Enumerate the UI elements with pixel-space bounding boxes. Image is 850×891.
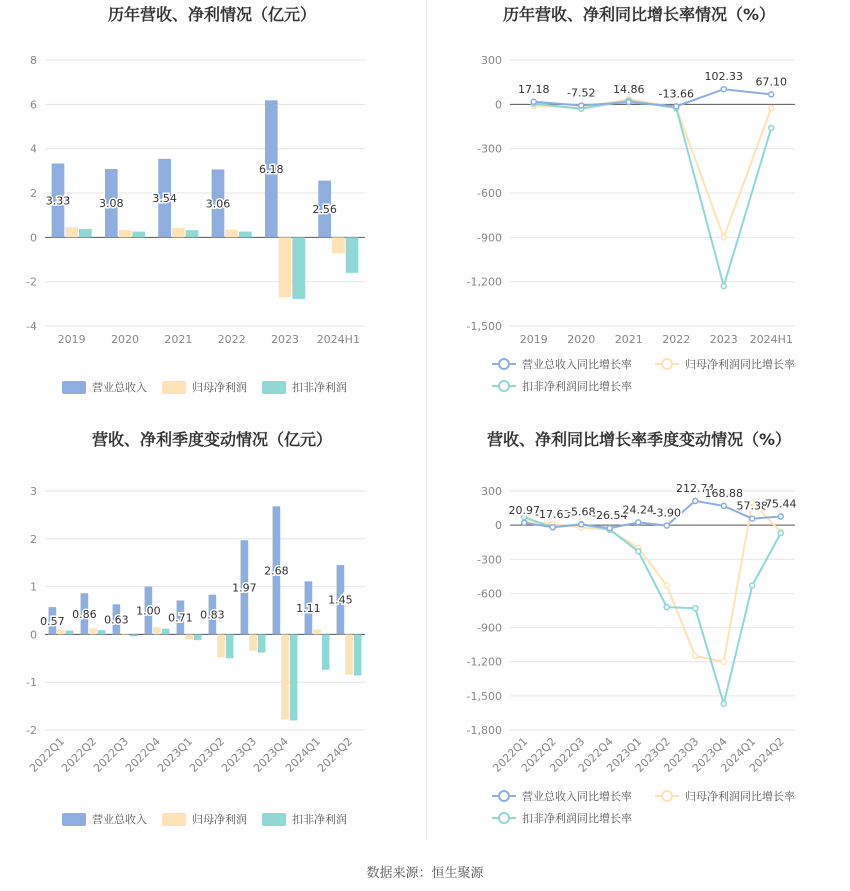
bar xyxy=(322,634,330,669)
data-point xyxy=(636,549,641,554)
legend-label: 营业总收入 xyxy=(92,813,147,826)
chart-title: 历年营收、净利情况（亿元） xyxy=(107,5,317,24)
bar xyxy=(194,634,202,640)
y-tick-label: 0 xyxy=(30,231,37,245)
quarterly-growth-svg xyxy=(427,425,850,845)
x-tick-label: 2023 xyxy=(271,333,299,346)
data-point xyxy=(721,503,726,508)
bar xyxy=(258,634,266,652)
y-tick-label: 2 xyxy=(30,187,37,200)
data-point xyxy=(531,99,536,104)
x-tick-label: 2024Q1 xyxy=(718,734,759,775)
legend-label: 归母净利润同比增长率 xyxy=(685,358,795,371)
data-point xyxy=(778,531,783,536)
bar xyxy=(281,634,289,719)
quarterly-amounts-chart xyxy=(0,425,425,845)
data-label: -26.54 xyxy=(592,509,628,523)
legend-item xyxy=(492,357,632,371)
data-label: 3.06 xyxy=(205,197,231,211)
y-tick-label: 8 xyxy=(30,54,37,67)
y-tick-label: 300 xyxy=(481,54,502,67)
data-point xyxy=(769,106,774,111)
legend-marker xyxy=(499,791,509,801)
data-point xyxy=(626,100,631,105)
x-tick-label: 2024Q2 xyxy=(746,734,787,775)
y-tick-label: -900 xyxy=(477,621,502,635)
data-point xyxy=(550,525,555,530)
legend-swatch xyxy=(62,813,86,826)
x-tick-label: 2022Q1 xyxy=(490,734,531,775)
annual-growth-chart xyxy=(427,0,850,420)
data-label: 75.44 xyxy=(765,497,797,511)
x-tick-label: 2023Q4 xyxy=(689,734,730,775)
x-tick-label: 2022Q4 xyxy=(123,734,164,775)
data-point xyxy=(721,235,726,240)
bar xyxy=(172,228,185,238)
legend-item xyxy=(62,380,147,394)
legend-swatch xyxy=(62,381,86,394)
x-tick-label: 2023Q4 xyxy=(251,734,292,775)
data-point xyxy=(664,583,669,588)
x-tick-label: 2021 xyxy=(164,333,193,346)
x-tick-label: 2022Q3 xyxy=(91,734,132,775)
y-tick-label: -300 xyxy=(477,142,502,156)
x-tick-label: 2022 xyxy=(217,333,246,346)
bar xyxy=(57,630,65,634)
data-label: 6.18 xyxy=(259,162,284,176)
data-label: 3.08 xyxy=(99,197,124,211)
y-tick-label: -2 xyxy=(26,724,37,737)
data-label: 3.54 xyxy=(152,192,177,206)
y-tick-label: 1 xyxy=(30,580,37,594)
data-point xyxy=(721,284,726,289)
bar xyxy=(292,237,305,299)
annual-amounts-svg xyxy=(0,0,425,420)
bar xyxy=(121,633,129,634)
data-point xyxy=(636,520,641,525)
bar xyxy=(186,230,199,237)
x-tick-label: 2024Q2 xyxy=(315,734,356,775)
data-point xyxy=(693,498,698,503)
data-point xyxy=(778,514,783,519)
data-label: 0.57 xyxy=(40,614,65,628)
bar xyxy=(185,634,193,639)
x-tick-label: 2023 xyxy=(709,333,738,346)
bar xyxy=(132,232,145,238)
bar xyxy=(225,230,238,238)
data-point xyxy=(664,523,669,528)
bar xyxy=(89,628,97,634)
bar xyxy=(354,634,362,675)
y-tick-label: 3 xyxy=(30,485,37,498)
annual-growth-svg xyxy=(427,0,850,420)
x-tick-label: 2023Q2 xyxy=(632,734,673,775)
data-label: 1.11 xyxy=(296,601,321,615)
data-label: 17.18 xyxy=(518,82,550,96)
data-point xyxy=(769,92,774,97)
data-label: 0.71 xyxy=(168,611,193,625)
y-tick-label: -600 xyxy=(477,187,502,200)
annual-amounts-chart xyxy=(0,0,425,420)
y-tick-label: -900 xyxy=(477,231,502,245)
data-label: 57.38 xyxy=(736,499,768,513)
x-tick-label: 2020 xyxy=(111,333,139,346)
legend-label: 扣非净利润 xyxy=(292,381,347,394)
legend-item xyxy=(62,812,147,826)
bar xyxy=(249,634,257,650)
y-tick-label: -4 xyxy=(26,320,37,333)
x-tick-label: 2022Q2 xyxy=(518,734,559,775)
legend-marker xyxy=(499,813,509,823)
y-tick-label: 2 xyxy=(30,532,37,546)
legend-label: 归母净利润 xyxy=(192,381,247,394)
bar xyxy=(153,627,161,634)
y-tick-label: 6 xyxy=(30,98,37,112)
y-tick-label: -1,800 xyxy=(466,724,502,737)
data-label: -5.68 xyxy=(567,505,596,519)
data-label: 67.10 xyxy=(755,75,787,89)
data-point xyxy=(664,605,669,610)
bar xyxy=(119,230,132,237)
quarterly-amounts-svg xyxy=(0,425,425,845)
bar xyxy=(162,629,170,635)
data-point xyxy=(750,516,755,521)
data-source-note: 数据来源：恒生聚源 xyxy=(366,866,484,881)
quarterly-growth-chart xyxy=(427,425,850,845)
y-tick-label: -1,200 xyxy=(466,655,502,669)
legend-item xyxy=(262,812,347,826)
x-tick-label: 2023Q1 xyxy=(155,734,196,775)
legend-label: 营业总收入 xyxy=(92,381,147,394)
data-point xyxy=(721,701,726,706)
y-tick-label: -1,200 xyxy=(466,275,502,289)
legend-swatch xyxy=(162,813,186,826)
legend-swatch xyxy=(262,813,286,826)
bar xyxy=(66,631,74,635)
series-line xyxy=(524,517,781,704)
legend-marker xyxy=(662,791,672,801)
bar xyxy=(98,630,106,634)
legend-label: 扣非净利润同比增长率 xyxy=(522,812,632,825)
y-tick-label: -1,500 xyxy=(466,689,502,703)
legend-marker xyxy=(662,359,672,369)
x-tick-label: 2024H1 xyxy=(316,333,360,346)
data-point xyxy=(693,654,698,659)
x-tick-label: 2024H1 xyxy=(749,333,793,346)
bar xyxy=(217,634,225,657)
y-tick-label: -1,500 xyxy=(466,320,502,333)
y-tick-label: -300 xyxy=(477,553,502,567)
legend-label: 营业总收入同比增长率 xyxy=(522,790,632,803)
series-line xyxy=(534,99,772,237)
bar xyxy=(345,634,353,674)
data-label: 2.68 xyxy=(264,564,289,578)
bar xyxy=(290,634,298,720)
legend-marker xyxy=(499,381,509,391)
data-label: 0.83 xyxy=(200,608,225,622)
legend-item xyxy=(655,789,795,803)
bar xyxy=(79,229,92,237)
x-tick-label: 2022 xyxy=(662,333,691,346)
y-tick-label: 0 xyxy=(495,98,502,112)
data-point xyxy=(769,125,774,130)
data-label: 3.33 xyxy=(45,194,71,208)
y-tick-label: -600 xyxy=(477,587,502,601)
y-tick-label: 4 xyxy=(30,142,37,156)
bar xyxy=(313,630,321,635)
data-label: 1.45 xyxy=(328,593,353,607)
data-label: -17.63 xyxy=(535,508,571,522)
data-label: -13.66 xyxy=(658,87,694,101)
bar xyxy=(226,634,234,658)
x-tick-label: 2021 xyxy=(614,333,643,346)
data-label: 168.88 xyxy=(704,486,743,500)
legend-swatch xyxy=(262,381,286,394)
y-tick-label: 0 xyxy=(495,519,502,533)
bar xyxy=(332,237,345,253)
data-point xyxy=(579,103,584,108)
x-tick-label: 2022Q4 xyxy=(575,734,616,775)
x-tick-label: 2022Q1 xyxy=(27,734,68,775)
x-tick-label: 2023Q3 xyxy=(661,734,702,775)
data-label: -3.90 xyxy=(652,506,681,520)
data-point xyxy=(579,522,584,527)
y-tick-label: 300 xyxy=(481,485,502,498)
y-tick-label: 0 xyxy=(30,628,37,642)
y-tick-label: -2 xyxy=(26,275,37,289)
x-tick-label: 2024Q1 xyxy=(283,734,324,775)
legend-swatch xyxy=(162,381,186,394)
legend-item xyxy=(492,811,632,825)
data-label: 0.86 xyxy=(72,607,97,621)
bar xyxy=(65,227,78,237)
legend-item xyxy=(655,357,795,371)
data-point xyxy=(607,526,612,531)
data-label: -7.52 xyxy=(567,86,596,100)
x-tick-label: 2022Q3 xyxy=(547,734,588,775)
data-label: 20.97 xyxy=(508,503,540,517)
legend-label: 归母净利润同比增长率 xyxy=(685,790,795,803)
bar xyxy=(346,237,359,272)
data-label: 212.74 xyxy=(676,481,715,495)
x-tick-label: 2022Q2 xyxy=(59,734,100,775)
data-label: 2.56 xyxy=(312,202,337,216)
bar xyxy=(130,634,138,636)
data-label: 0.63 xyxy=(104,613,129,627)
legend-item xyxy=(492,789,632,803)
data-label: 102.33 xyxy=(704,70,743,84)
legend-item xyxy=(162,380,247,394)
chart-title: 营收、净利同比增长率季度变动情况（%） xyxy=(486,430,792,449)
data-point xyxy=(750,583,755,588)
x-tick-label: 2023Q3 xyxy=(219,734,260,775)
chart-title: 历年营收、净利同比增长率情况（%） xyxy=(502,5,776,24)
bar xyxy=(279,237,292,297)
legend-label: 扣非净利润 xyxy=(292,813,347,826)
bar xyxy=(239,232,252,238)
data-point xyxy=(674,104,679,109)
legend-item xyxy=(492,379,632,393)
legend-label: 营业总收入同比增长率 xyxy=(522,358,632,371)
y-tick-label: -1 xyxy=(26,676,37,690)
data-point xyxy=(522,520,527,525)
x-tick-label: 2020 xyxy=(567,333,596,346)
data-label: 1.97 xyxy=(232,581,257,595)
data-point xyxy=(693,606,698,611)
x-tick-label: 2019 xyxy=(519,333,548,346)
data-label: 24.24 xyxy=(622,503,654,517)
x-tick-label: 2023Q1 xyxy=(604,734,645,775)
x-tick-label: 2023Q2 xyxy=(187,734,228,775)
legend-item xyxy=(262,380,347,394)
data-label: 14.86 xyxy=(613,83,645,97)
legend-label: 归母净利润 xyxy=(192,813,247,826)
chart-title: 营收、净利季度变动情况（亿元） xyxy=(91,430,333,449)
legend-item xyxy=(162,812,247,826)
data-point xyxy=(721,87,726,92)
data-point xyxy=(721,659,726,664)
data-label: 1.00 xyxy=(136,604,161,618)
legend-label: 扣非净利润同比增长率 xyxy=(522,380,632,393)
x-tick-label: 2019 xyxy=(57,333,86,346)
legend-marker xyxy=(499,359,509,369)
